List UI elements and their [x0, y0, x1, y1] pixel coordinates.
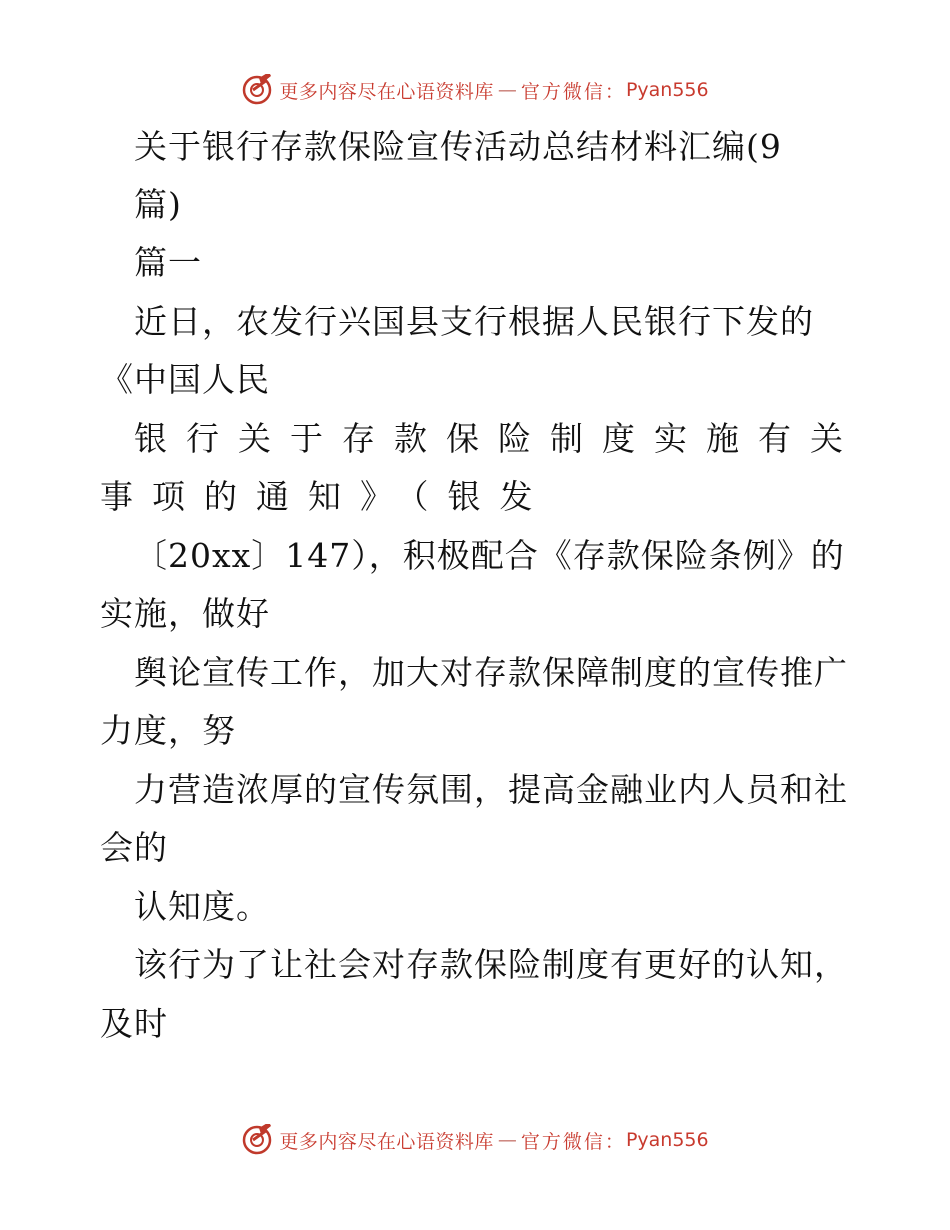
- watermark-separator: —: [497, 79, 517, 101]
- document-title-line-1: 关于银行存款保险宣传活动总结材料汇编(9: [134, 127, 782, 166]
- document-title-line-2: 篇): [134, 185, 182, 224]
- paragraph-line: 舆论宣传工作，加大对存款保障制度的宣传推广: [134, 653, 848, 692]
- paragraph-line: 银行关于存款保险制度实施有关: [134, 419, 862, 458]
- paragraph-line: 近日，农发行兴国县支行根据人民银行下发的: [134, 302, 814, 341]
- watermark-official-label: 官方微信：: [520, 1130, 626, 1153]
- watermark-wechat-id: Pyan556: [625, 1129, 709, 1151]
- watermark-wechat-id: Pyan556: [625, 79, 709, 101]
- pen-logo-icon: [241, 1124, 273, 1156]
- paragraph-line: 事项的通知》（银发: [100, 477, 552, 516]
- watermark-site-text: 更多内容尽在心语资料库: [279, 80, 494, 103]
- watermark-site-text: 更多内容尽在心语资料库: [279, 1130, 494, 1153]
- footer-watermark: [0, 1120, 950, 1160]
- section-heading: 篇一: [134, 243, 202, 282]
- paragraph-line: 《中国人民: [100, 360, 270, 399]
- watermark-official-label: 官方微信：: [520, 80, 626, 103]
- pen-logo-icon: [241, 74, 273, 106]
- header-watermark: [0, 70, 950, 110]
- paragraph-line: 力营造浓厚的宣传氛围，提高金融业内人员和社: [134, 770, 848, 809]
- paragraph-line: 〔20xx〕147），积极配合《存款保险条例》的: [134, 536, 845, 575]
- paragraph-line: 该行为了让社会对存款保险制度有更好的认知，: [134, 945, 848, 984]
- paragraph-line: 及时: [100, 1004, 168, 1043]
- watermark-separator: —: [497, 1129, 517, 1151]
- paragraph-line: 认知度。: [134, 887, 270, 926]
- paragraph-line: 会的: [100, 828, 168, 867]
- paragraph-line: 实施，做好: [100, 594, 270, 633]
- paragraph-line: 力度，努: [100, 711, 236, 750]
